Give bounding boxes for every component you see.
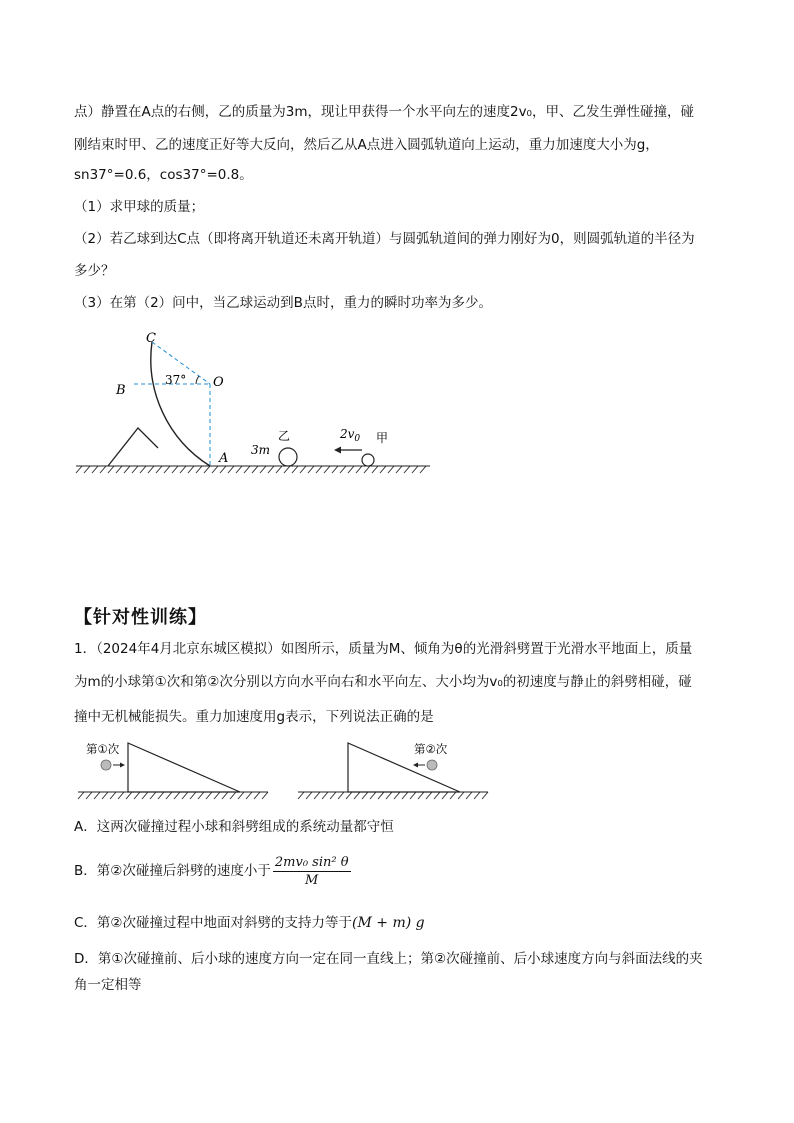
- hatch-mark: [348, 466, 354, 473]
- hatch-mark: [394, 792, 400, 799]
- hatch-mark: [244, 466, 250, 473]
- hatch-mark: [322, 792, 328, 799]
- hatch-mark: [260, 466, 266, 473]
- hatch-mark: [378, 792, 384, 799]
- sub-question-1: （1）求甲球的质量；: [74, 199, 205, 215]
- hatch-mark: [442, 792, 448, 799]
- left-fig-label: 第①次: [86, 742, 120, 756]
- problem-line-3: sn37°=0.6，cos37°=0.8。: [74, 167, 253, 183]
- fraction-denominator: M: [305, 872, 319, 888]
- hatch-mark: [158, 792, 164, 799]
- question-line-2: 为m的小球第①次和第②次分别以方向水平向右和水平向左、大小均为v₀的初速度与静止的斜劈相碰，碰: [74, 674, 692, 690]
- hatch-mark: [94, 792, 100, 799]
- hatch-mark: [346, 792, 352, 799]
- hatch-mark: [110, 792, 116, 799]
- option-a: A．这两次碰撞过程小球和斜劈组成的系统动量都守恒: [74, 819, 394, 835]
- hatch-mark: [404, 466, 410, 473]
- hatch-mark: [236, 466, 242, 473]
- hatch-mark: [466, 792, 472, 799]
- hatch-mark: [420, 466, 426, 473]
- option-d-line-2: 角一定相等: [74, 977, 142, 993]
- hatch-mark: [412, 466, 418, 473]
- hatch-mark: [126, 792, 132, 799]
- speed-label: $2v_0$: [340, 427, 361, 444]
- left-wedge: [128, 743, 240, 792]
- question-line-3: 撞中无机械能损失。重力加速度用g表示，下列说法正确的是: [74, 709, 434, 725]
- arc-track-figure: [70, 325, 440, 485]
- hatch-mark: [78, 792, 84, 799]
- hatch-mark: [198, 792, 204, 799]
- hatch-mark: [262, 792, 268, 799]
- sub-question-3: （3）在第（2）问中，当乙球运动到B点时，重力的瞬时功率为多少。: [74, 295, 492, 311]
- hatch-mark: [386, 792, 392, 799]
- hatch-mark: [402, 792, 408, 799]
- hatch-mark: [134, 792, 140, 799]
- hatch-mark: [340, 466, 346, 473]
- hatch-mark: [84, 466, 90, 473]
- hatch-mark: [196, 466, 202, 473]
- hatch-mark: [142, 792, 148, 799]
- hatch-mark: [188, 466, 194, 473]
- hatch-mark: [298, 792, 304, 799]
- sub-question-2: （2）若乙球到达C点（即将离开轨道还未离开轨道）与圆弧轨道间的弹力刚好为0，则圆弧轨道的半径为: [74, 231, 695, 247]
- hatch-mark: [150, 792, 156, 799]
- hatch-mark: [314, 792, 320, 799]
- hatch-mark: [156, 466, 162, 473]
- hatch-mark: [450, 792, 456, 799]
- option-c-math: (M + m) g: [352, 915, 425, 931]
- dashed-guides: [134, 342, 210, 466]
- hatch-mark: [330, 792, 336, 799]
- hatch-mark: [180, 466, 186, 473]
- left-ball: [101, 760, 111, 770]
- hatch-mark: [166, 792, 172, 799]
- hatch-mark: [76, 466, 82, 473]
- hatch-mark: [338, 792, 344, 799]
- hatch-mark: [118, 792, 124, 799]
- hatch-mark: [140, 466, 146, 473]
- hatch-mark: [174, 792, 180, 799]
- right-fig-label: 第②次: [414, 742, 448, 756]
- hatch-mark: [222, 792, 228, 799]
- hatch-mark: [370, 792, 376, 799]
- label-yi: 乙: [278, 429, 291, 443]
- hatch-mark: [108, 466, 114, 473]
- hatch-mark: [276, 466, 282, 473]
- label-o: O: [213, 375, 224, 390]
- hatch-mark: [172, 466, 178, 473]
- hatch-mark: [324, 466, 330, 473]
- hatch-mark: [356, 466, 362, 473]
- hatch-mark: [252, 466, 258, 473]
- hatch-mark: [410, 792, 416, 799]
- hatch-mark: [148, 466, 154, 473]
- velocity-arrow-icon: [334, 447, 362, 454]
- support-stand: [108, 428, 158, 466]
- hatch-mark: [482, 792, 488, 799]
- hatch-mark: [426, 792, 432, 799]
- hatch-mark: [206, 792, 212, 799]
- ball-jia: [362, 454, 374, 466]
- ball-yi: [279, 448, 297, 466]
- option-b-fraction: [273, 854, 351, 889]
- hatch-mark: [372, 466, 378, 473]
- label-b: B: [116, 383, 126, 398]
- hatch-mark: [182, 792, 188, 799]
- hatch-mark: [238, 792, 244, 799]
- option-c: [74, 914, 425, 932]
- wedge-figure: [74, 732, 494, 802]
- hatch-mark: [316, 466, 322, 473]
- hatch-mark: [458, 792, 464, 799]
- fraction-numerator: 2mv₀ sin² θ: [274, 854, 349, 870]
- hatch-mark: [396, 466, 402, 473]
- hatch-mark: [434, 792, 440, 799]
- option-d-line-1: D．第①次碰撞前、后小球的速度方向一定在同一直线上；第②次碰撞前、后小球速度方向与斜面法线的夹: [74, 951, 703, 967]
- section-title: 【针对性训练】: [74, 607, 207, 628]
- hatch-mark: [292, 466, 298, 473]
- hatch-mark: [86, 792, 92, 799]
- right-ball: [427, 760, 437, 770]
- question-line-1: 1．（2024年4月北京东城区模拟）如图所示，质量为M、倾角为θ的光滑斜劈置于光滑水平地面上，质量: [74, 641, 693, 657]
- left-arrow-icon: [413, 763, 418, 768]
- hatch-mark: [204, 466, 210, 473]
- hatch-mark: [380, 466, 386, 473]
- label-jia: 甲: [376, 431, 389, 445]
- mass-label: 3m: [251, 443, 271, 457]
- option-c-text: C．第②次碰撞过程中地面对斜劈的支持力等于: [74, 915, 353, 931]
- problem-line-1: 点）静置在A点的右侧，乙的质量为3m，现让甲获得一个水平向左的速度2v₀，甲、乙发生弹性碰撞，碰: [74, 104, 694, 120]
- hatch-mark: [246, 792, 252, 799]
- hatch-mark: [164, 466, 170, 473]
- hatch-mark: [332, 466, 338, 473]
- hatch-mark: [102, 792, 108, 799]
- hatch-mark: [214, 792, 220, 799]
- hatch-mark: [230, 792, 236, 799]
- hatch-mark: [254, 792, 260, 799]
- ground: [76, 466, 430, 473]
- right-arrow-icon: [120, 763, 125, 768]
- sub-question-2-cont: 多少？: [74, 263, 115, 279]
- hatch-mark: [228, 466, 234, 473]
- hatch-mark: [364, 466, 370, 473]
- hatch-mark: [92, 466, 98, 473]
- arc-track: [151, 342, 210, 466]
- angle-label: 37°: [165, 373, 187, 387]
- hatch-mark: [132, 466, 138, 473]
- hatch-mark: [306, 792, 312, 799]
- hatch-mark: [124, 466, 130, 473]
- label-c: C: [146, 331, 156, 346]
- hatch-mark: [268, 466, 274, 473]
- hatch-mark: [362, 792, 368, 799]
- problem-line-2: 刚结束时甲、乙的速度正好等大反向，然后乙从A点进入圆弧轨道向上运动，重力加速度大小为g，: [74, 137, 659, 153]
- hatch-mark: [190, 792, 196, 799]
- label-a: A: [219, 451, 229, 466]
- hatch-mark: [300, 466, 306, 473]
- hatch-mark: [100, 466, 106, 473]
- hatch-mark: [116, 466, 122, 473]
- option-b: [74, 852, 351, 890]
- hatch-mark: [308, 466, 314, 473]
- hatch-mark: [388, 466, 394, 473]
- hatch-mark: [284, 466, 290, 473]
- option-b-text: B．第②次碰撞后斜劈的速度小于: [74, 863, 271, 879]
- hatch-mark: [418, 792, 424, 799]
- hatch-mark: [212, 466, 218, 473]
- hatch-mark: [474, 792, 480, 799]
- hatch-mark: [220, 466, 226, 473]
- hatch-mark: [354, 792, 360, 799]
